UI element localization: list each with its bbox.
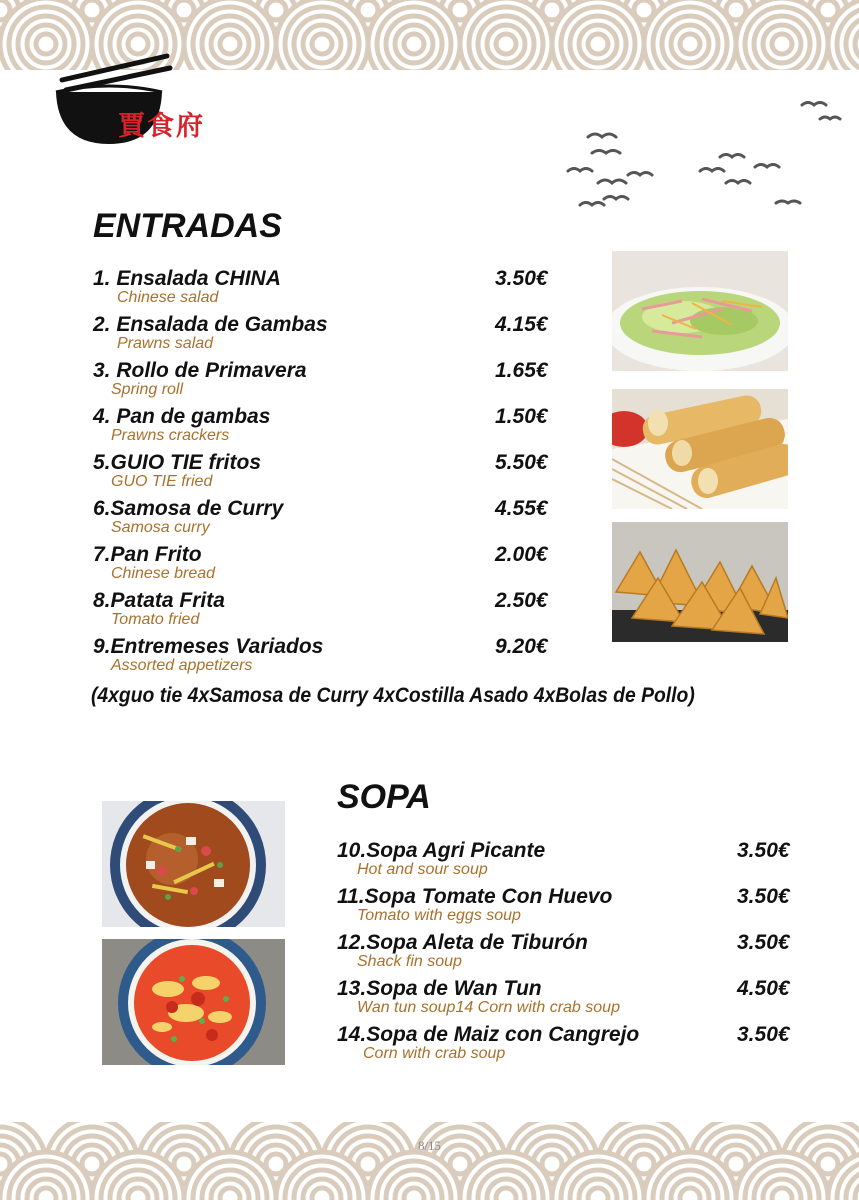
menu-item-translation: Prawns crackers (111, 427, 230, 444)
menu-item-translation: Prawns salad (117, 335, 214, 352)
menu-item-translation: Tomato fried (111, 611, 200, 628)
flying-birds-decoration (540, 95, 859, 225)
menu-item-price: 5.50€ (495, 451, 548, 474)
menu-item (337, 1023, 807, 1067)
menu-item-translation: Chinese salad (117, 289, 219, 306)
samosa-photo (612, 522, 788, 642)
menu-item-name: 10.Sopa Agri Picante (337, 839, 546, 862)
menu-item-price: 2.00€ (495, 543, 548, 566)
menu-item (93, 313, 563, 357)
menu-item-name: 12.Sopa Aleta de Tiburón (337, 931, 588, 954)
menu-item-name: 4. Pan de gambas (93, 405, 271, 428)
menu-item-price: 3.50€ (737, 839, 790, 862)
menu-item-price: 1.65€ (495, 359, 548, 382)
page-number: 8/15 (417, 1138, 442, 1153)
menu-item-translation: Wan tun soup14 Corn with crab soup (357, 999, 620, 1016)
menu-item-price: 4.50€ (737, 977, 790, 1000)
hot-sour-soup-photo (102, 801, 285, 927)
menu-item-name: 13.Sopa de Wan Tun (337, 977, 542, 1000)
section-title-entradas: ENTRADAS (93, 207, 282, 245)
menu-item-price: 4.15€ (495, 313, 548, 336)
menu-item-price: 3.50€ (495, 267, 548, 290)
menu-item-price: 9.20€ (495, 635, 548, 658)
assorted-note: (4xguo tie 4xSamosa de Curry 4xCostilla Asado 4xBolas de Pollo) (91, 684, 695, 707)
menu-item-translation: Spring roll (111, 381, 184, 398)
logo-text: 賈食府 (118, 111, 205, 142)
menu-item-name: 9.Entremeses Variados (93, 635, 324, 658)
menu-item (93, 543, 563, 587)
bottom-wave-border (0, 1122, 859, 1200)
menu-item-price: 3.50€ (737, 1023, 790, 1046)
menu-item-name: 1. Ensalada CHINA (93, 267, 281, 290)
menu-item-name: 7.Pan Frito (93, 543, 202, 566)
menu-item (93, 635, 563, 679)
menu-item (93, 451, 563, 495)
menu-item-translation: Hot and sour soup (357, 861, 488, 878)
menu-item (93, 497, 563, 541)
menu-item-price: 4.55€ (495, 497, 548, 520)
menu-item (337, 885, 807, 929)
menu-item-name: 11.Sopa Tomate Con Huevo (337, 885, 613, 908)
menu-item-name: 6.Samosa de Curry (93, 497, 284, 520)
menu-item (337, 839, 807, 883)
section-title-sopa: SOPA (337, 778, 431, 816)
menu-item-translation: Assorted appetizers (111, 657, 253, 674)
menu-item-price: 1.50€ (495, 405, 548, 428)
menu-item (93, 405, 563, 449)
menu-item (337, 931, 807, 975)
menu-item-name: 2. Ensalada de Gambas (93, 313, 328, 336)
tomato-egg-soup-photo (102, 939, 285, 1065)
menu-item-translation: Samosa curry (111, 519, 210, 536)
chinese-salad-photo (612, 251, 788, 371)
menu-item-translation: Shack fin soup (357, 953, 462, 970)
menu-item-translation: Corn with crab soup (363, 1045, 506, 1062)
menu-item-price: 2.50€ (495, 589, 548, 612)
menu-item-translation: Tomato with eggs soup (357, 907, 521, 924)
menu-item (93, 589, 563, 633)
menu-item-translation: Chinese bread (111, 565, 216, 582)
spring-roll-photo (612, 389, 788, 509)
menu-item-translation: GUO TIE fried (111, 473, 213, 490)
menu-item (93, 267, 563, 311)
menu-item-price: 3.50€ (737, 931, 790, 954)
menu-item-name: 3. Rollo de Primavera (93, 359, 307, 382)
menu-item-name: 14.Sopa de Maiz con Cangrejo (337, 1023, 640, 1046)
menu-item-name: 8.Patata Frita (93, 589, 225, 612)
menu-item (337, 977, 807, 1021)
menu-item-price: 3.50€ (737, 885, 790, 908)
menu-item-name: 5.GUIO TIE fritos (93, 451, 262, 474)
menu-item (93, 359, 563, 403)
